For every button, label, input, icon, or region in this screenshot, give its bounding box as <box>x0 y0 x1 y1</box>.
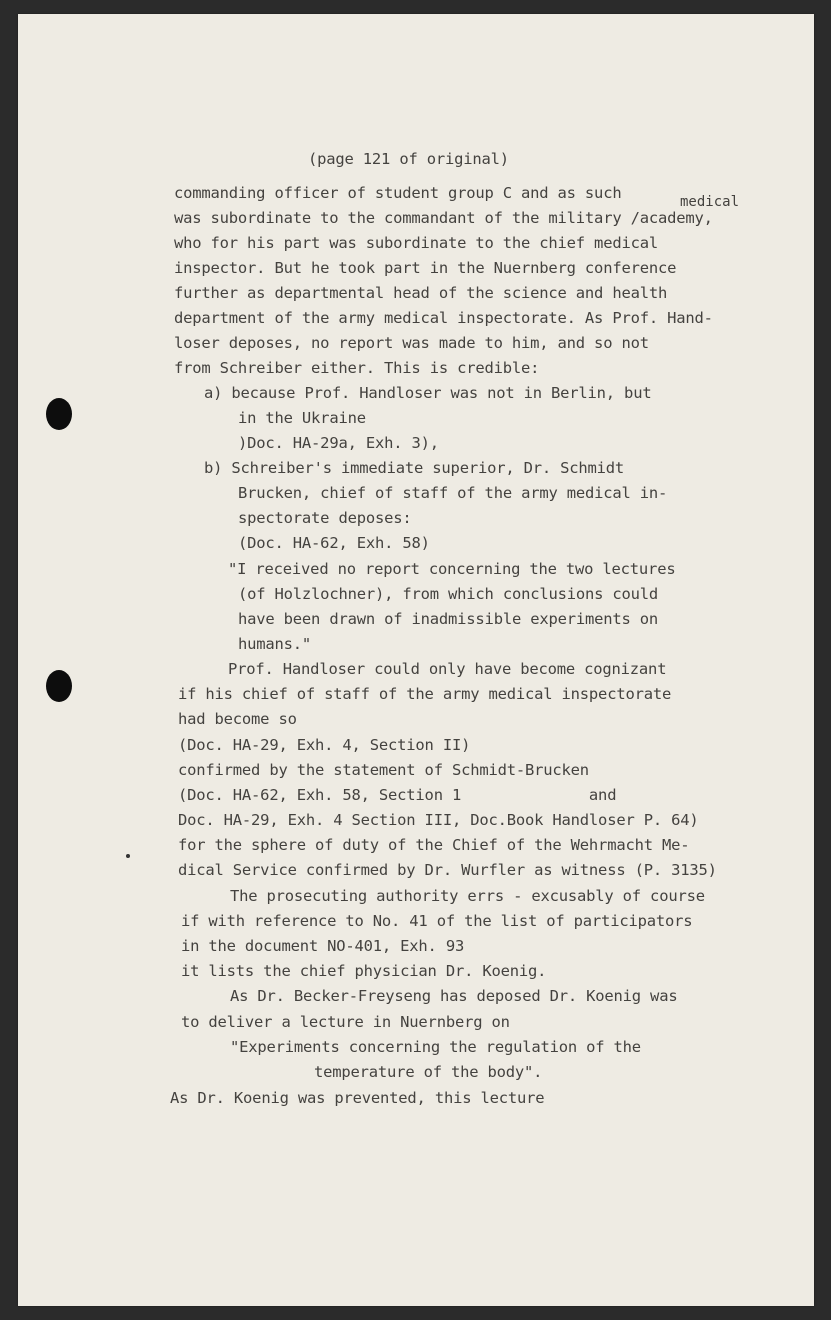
paper-speck <box>126 854 130 858</box>
text-line-7: loser deposes, no report was made to him, and so not <box>174 334 649 352</box>
text-line-34: to deliver a lecture in Nuernberg on <box>181 1013 510 1031</box>
punch-hole-top <box>46 398 72 430</box>
text-line-20: Prof. Handloser could only have become cognizant <box>228 660 667 678</box>
document-page <box>18 14 814 1306</box>
text-line-22: had become so <box>178 710 297 728</box>
text-line-29: The prosecuting authority errs - excusably of course <box>230 887 705 905</box>
text-line-33: As Dr. Becker-Freyseng has deposed Dr. Koenig was <box>230 987 678 1005</box>
text-line-23: (Doc. HA-29, Exh. 4, Section II) <box>178 736 471 754</box>
quote-line-4: humans." <box>238 635 312 653</box>
quote-line-5: "Experiments concerning the regulation of the <box>230 1038 641 1056</box>
quote-line-1: "I received no report concerning the two lectures <box>228 560 676 578</box>
punch-hole-bottom <box>46 670 72 702</box>
text-line-25: (Doc. HA-62, Exh. 58, Section 1 and <box>178 786 617 804</box>
text-line-5: further as departmental head of the science and health <box>174 284 668 302</box>
page-header: (page 121 of original) <box>308 150 509 168</box>
text-line-28: dical Service confirmed by Dr. Wurfler as witness (P. 3135) <box>178 861 717 879</box>
quote-line-2: (of Holzlochner), from which conclusions could <box>238 585 659 603</box>
list-item-a-cont-1: in the Ukraine <box>238 409 366 427</box>
text-line-30: if with reference to No. 41 of the list of participators <box>181 912 693 930</box>
text-line-37: As Dr. Koenig was prevented, this lecture <box>170 1089 545 1107</box>
text-line-4: inspector. But he took part in the Nuernberg conference <box>174 259 677 277</box>
text-line-6: department of the army medical inspectorate. As Prof. Hand- <box>174 309 713 327</box>
list-item-b-cont-3: (Doc. HA-62, Exh. 58) <box>238 534 430 552</box>
text-line-26: Doc. HA-29, Exh. 4 Section III, Doc.Book Handloser P. 64) <box>178 811 699 829</box>
list-item-b: b) Schreiber's immediate superior, Dr. Schmidt <box>204 459 625 477</box>
interlinear-insert: medical <box>680 194 740 210</box>
text-line-1: commanding officer of student group C and as such <box>174 184 622 202</box>
quote-line-6: temperature of the body". <box>314 1063 543 1081</box>
text-line-27: for the sphere of duty of the Chief of the Wehrmacht Me- <box>178 836 690 854</box>
list-item-b-cont-1: Brucken, chief of staff of the army medical in- <box>238 484 668 502</box>
text-line-32: it lists the chief physician Dr. Koenig. <box>181 962 547 980</box>
list-item-a: a) because Prof. Handloser was not in Berlin, but <box>204 384 652 402</box>
text-line-24: confirmed by the statement of Schmidt-Brucken <box>178 761 589 779</box>
list-item-b-cont-2: spectorate deposes: <box>238 509 412 527</box>
list-item-a-cont-2: )Doc. HA-29a, Exh. 3), <box>238 434 439 452</box>
text-line-31: in the document NO-401, Exh. 93 <box>181 937 465 955</box>
text-line-21: if his chief of staff of the army medical inspectorate <box>178 685 672 703</box>
quote-line-3: have been drawn of inadmissible experiments on <box>238 610 659 628</box>
text-line-8: from Schreiber either. This is credible: <box>174 359 540 377</box>
text-line-3: who for his part was subordinate to the chief medical <box>174 234 658 252</box>
text-line-2: was subordinate to the commandant of the military /academy, <box>174 209 713 227</box>
